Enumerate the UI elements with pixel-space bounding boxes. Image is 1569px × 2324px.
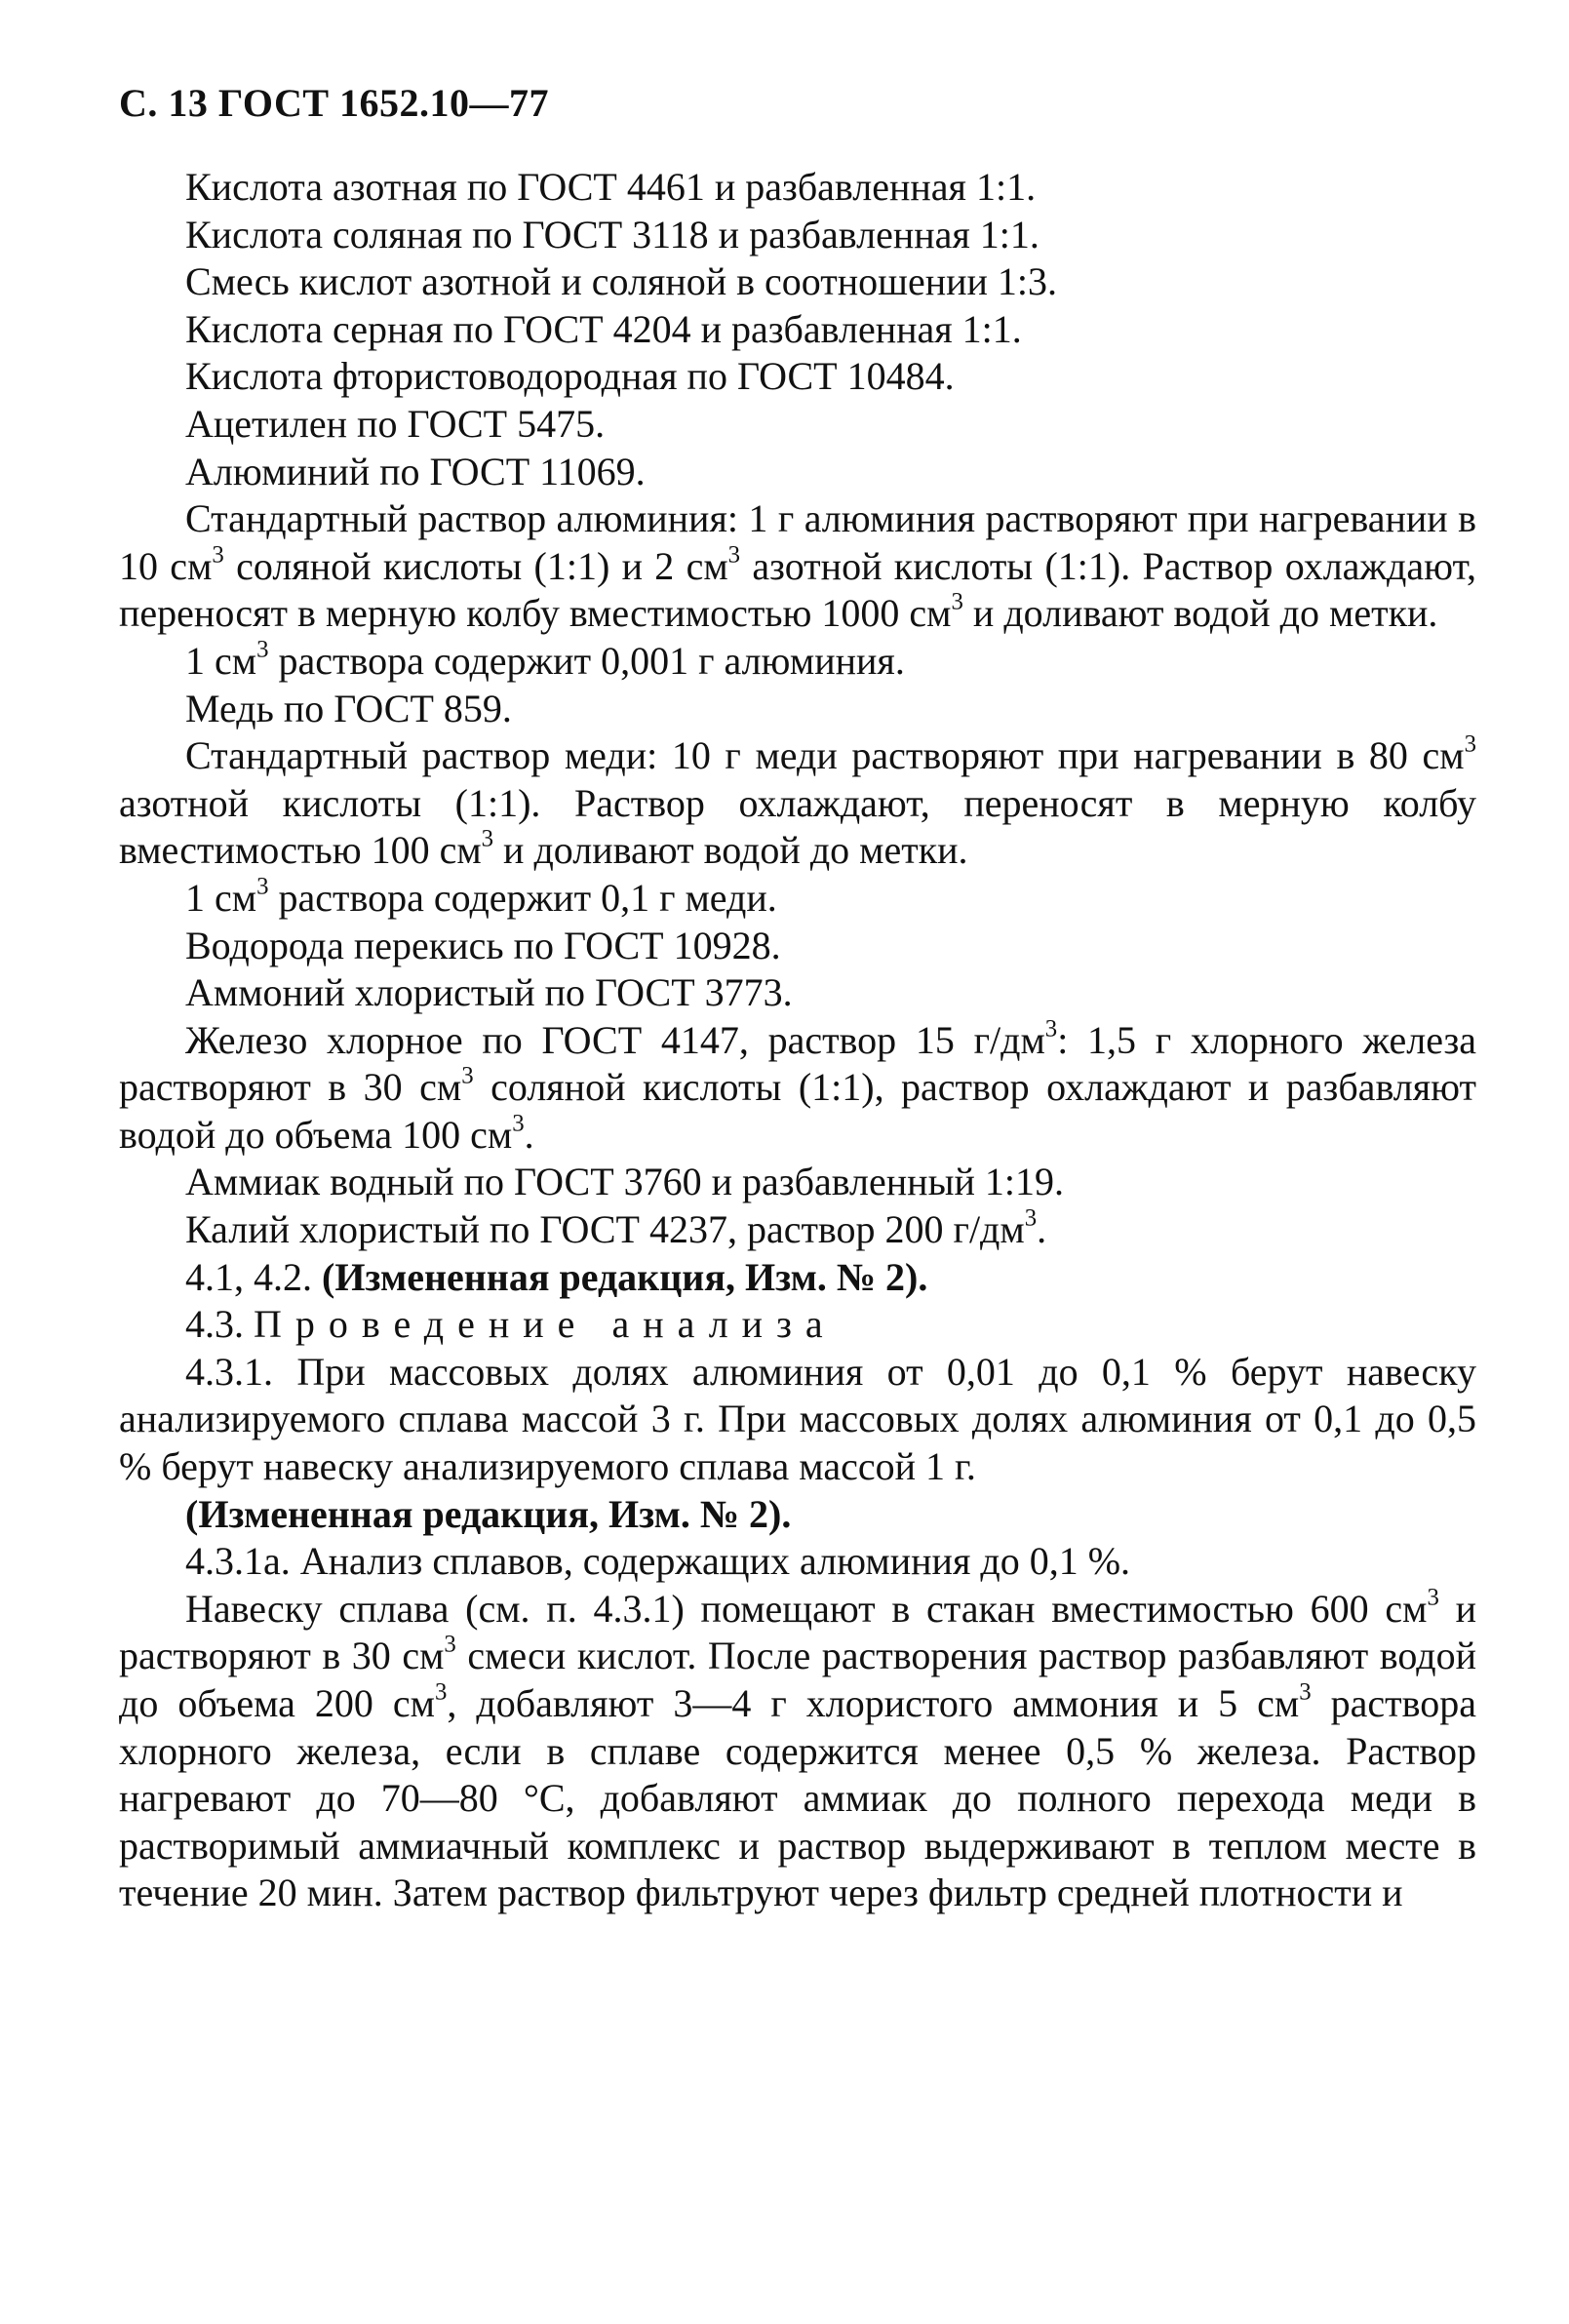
text-run: .	[524, 1112, 534, 1157]
superscript: 3	[1464, 730, 1476, 758]
paragraph	[119, 1206, 1476, 1254]
section-title: Проведение анализа	[254, 1302, 837, 1347]
paragraph: Аммоний хлористый по ГОСТ 3773.	[185, 970, 793, 1015]
text-run: азотной кислоты (1:1). Раствор охлаждают, переносят в мерную колбу вместимостью 100 см	[119, 780, 1476, 873]
superscript: 3	[1024, 1204, 1038, 1232]
paragraph: Алюминий по ГОСТ 11069.	[185, 449, 646, 493]
superscript: 3	[444, 1632, 456, 1659]
superscript: 3	[481, 825, 494, 852]
text-run: соляной кислоты (1:1) и 2 см	[223, 543, 728, 588]
paragraph	[119, 875, 1476, 923]
text-run: смеси кислот. После растворения раствор разбавляют водой до объема 200 см	[119, 1634, 1476, 1725]
superscript: 3	[434, 1678, 448, 1706]
paragraph: Кислота соляная по ГОСТ 3118 и разбавленная 1:1.	[185, 212, 1039, 256]
text-run: и доливают водой до метки.	[962, 591, 1438, 636]
paragraph-sample-mass: 4.3.1. При массовых долях алюминия от 0,01 до 0,1 % берут навеску анализируемого сплава массой 3 г. При массовых долях алюминия от 0,1 до 0,5 % берут навеску анализируемого сплава массой 1 г.	[119, 1349, 1476, 1489]
superscript: 3	[212, 541, 224, 569]
text-run: азотной кислоты (1:1). Раствор охлаждают, переносят в мерную колбу вместимостью 1000 см	[119, 543, 1476, 636]
superscript: 3	[727, 541, 741, 569]
text-run: раствора содержит 0,001 г алюминия.	[268, 638, 905, 683]
text-run: Калий хлористый по ГОСТ 4237, раствор 200 г/дм	[185, 1207, 1025, 1252]
paragraph: Аммиак водный по ГОСТ 3760 и разбавленный 1:19.	[185, 1160, 1064, 1204]
clause-number: 4.3.	[185, 1302, 254, 1347]
text-run: соляной кислоты (1:1), раствор охлаждают и разбавляют водой до объема 100 см	[119, 1065, 1476, 1157]
document-body	[119, 164, 1476, 1917]
paragraph: Кислота азотная по ГОСТ 4461 и разбавленная 1:1.	[185, 165, 1037, 209]
superscript: 3	[1299, 1678, 1312, 1706]
text-run: Стандартный раствор алюминия: 1 г алюминия растворяют при нагревании в 10 см	[119, 496, 1476, 588]
text-run: .	[1037, 1207, 1047, 1252]
paragraph: Ацетилен по ГОСТ 5475.	[185, 401, 606, 446]
text-run: и растворяют в 30 см	[119, 1586, 1477, 1678]
paragraph: Кислота фтористоводородная по ГОСТ 10484.	[185, 354, 955, 399]
text-run: 1 см	[185, 638, 257, 683]
text-run: и доливают водой до метки.	[493, 828, 968, 873]
text-run: Стандартный раствор меди: 10 г меди растворяют при нагревании в 80 см	[185, 733, 1465, 778]
text-run: 1 см	[185, 875, 257, 920]
paragraph: Водорода перекись по ГОСТ 10928.	[185, 923, 781, 967]
paragraph-procedure	[119, 1586, 1476, 1917]
paragraph: Кислота серная по ГОСТ 4204 и разбавленная 1:1.	[185, 306, 1022, 351]
clause-number: 4.1, 4.2.	[185, 1254, 322, 1299]
amendment-note: (Измененная редакция, Изм. № 2).	[185, 1491, 792, 1536]
superscript: 3	[256, 636, 269, 663]
paragraph	[119, 638, 1476, 686]
amendment-label: (Измененная редакция, Изм. № 2).	[322, 1254, 928, 1299]
text-run: Навеску сплава (см. п. 4.3.1) помещают в стакан вместимостью 600 см	[185, 1586, 1428, 1631]
paragraph-ferric-chloride	[119, 1017, 1476, 1160]
paragraph-standard-copper-solution	[119, 732, 1476, 875]
paragraph: Медь по ГОСТ 859.	[185, 686, 512, 730]
page-header: С. 13 ГОСТ 1652.10—77	[119, 81, 550, 125]
superscript: 3	[256, 873, 269, 900]
superscript: 3	[1044, 1015, 1058, 1043]
superscript: 3	[951, 588, 963, 615]
superscript: 3	[512, 1110, 525, 1137]
superscript: 3	[1427, 1584, 1439, 1611]
paragraph-standard-aluminium-solution	[119, 495, 1476, 638]
superscript: 3	[461, 1062, 474, 1089]
text-run: Железо хлорное по ГОСТ 4147, раствор 15 г/дм	[185, 1017, 1045, 1062]
paragraph: Смесь кислот азотной и соляной в соотношении 1:3.	[185, 259, 1058, 304]
text-run: , добавляют 3—4 г хлористого аммония и 5 см	[447, 1681, 1300, 1725]
amendment-note	[119, 1254, 1476, 1302]
text-run: раствора содержит 0,1 г меди.	[268, 875, 777, 920]
text-run: раствора хлорного железа, если в сплаве содержится менее 0,5 % железа. Раствор нагревают до 70—80 °С, добавляют аммиак до полного перехода меди в растворимый аммиачный комплекс и раствор выдерживают в теплом месте в течение 20 мин. Затем раствор фильтруют через фильтр средней плотности и	[119, 1681, 1476, 1915]
text-run: : 1,5 г хлорного железа растворяют в 30 см	[119, 1017, 1477, 1110]
paragraph: 4.3.1а. Анализ сплавов, содержащих алюминия до 0,1 %.	[185, 1539, 1131, 1584]
section-heading	[119, 1301, 1476, 1349]
